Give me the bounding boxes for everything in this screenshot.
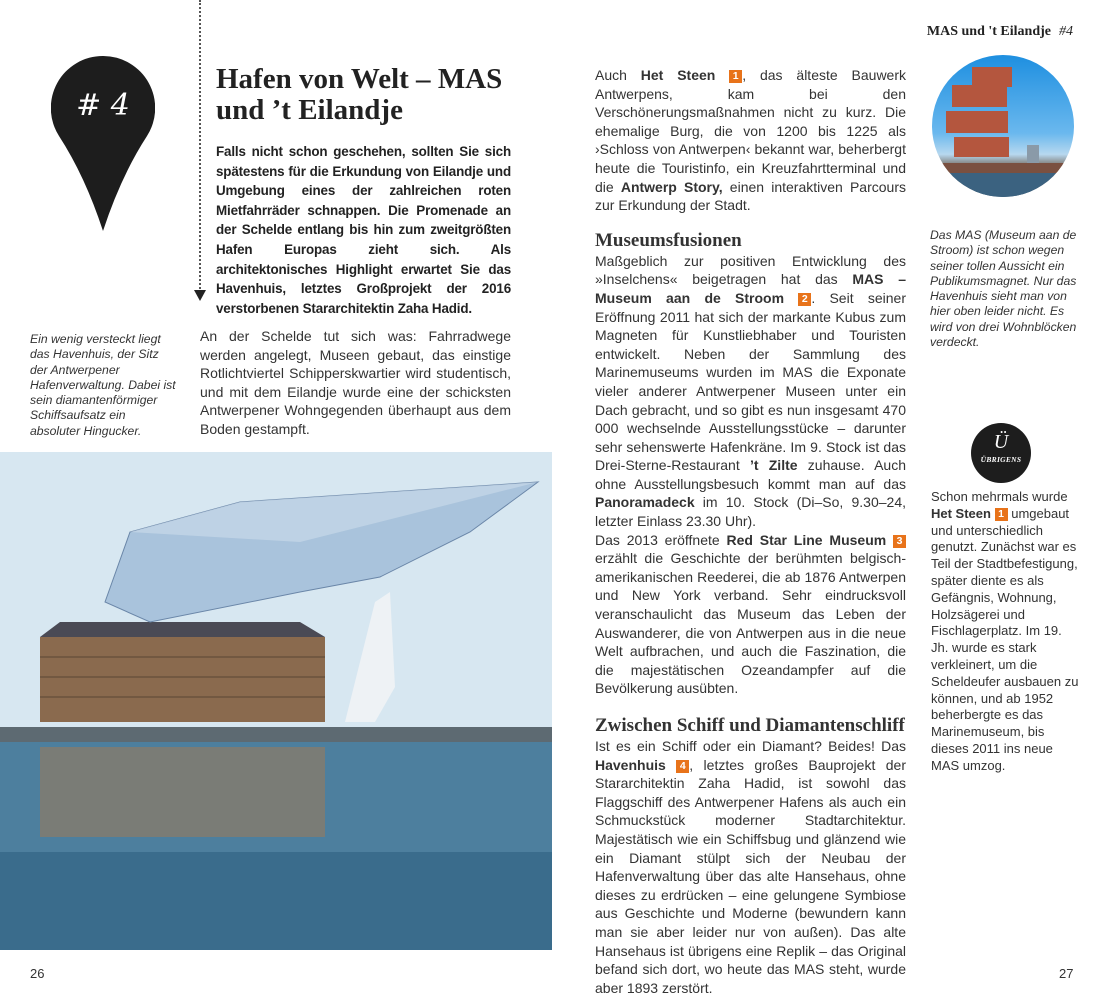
arrow-down-icon — [194, 290, 206, 301]
caption-left: Ein wenig versteckt liegt das Havenhuis, der Sitz der Antwerpener Hafenverwaltung. Dabei ist sein diamantenförmiger Schiffsaufsatz ein absoluter Hingucker. — [30, 332, 176, 438]
title-part1: Hafen von Welt – — [216, 63, 438, 95]
text: Maßgeblich zur positiven Entwicklung des »Inselchens« beigetragen hat das — [595, 252, 906, 288]
text: Schon mehrmals wurde — [931, 489, 1068, 504]
text: Das 2013 eröffnete — [595, 531, 727, 548]
section-heading: Museumsfusionen — [595, 229, 742, 251]
badge-label: ÜBRIGENS — [980, 455, 1022, 464]
map-number-badge: 4 — [676, 760, 689, 773]
page-title — [216, 64, 526, 126]
paragraph-havenhuis — [595, 737, 906, 997]
poi-mas: MAS – Museum aan de Stroom — [595, 271, 906, 306]
paragraph-red-star — [595, 531, 906, 698]
text: umgebaut und unterschiedlich genutzt. Zunächst war es Teil der Stadtbefestigung, später diente es als Gefängnis, Wohnung, Holzsägerei und Fischlagerplatz. Im 19. Jh. wurde es stark verkleinert, um die Scheldeufer ausbauen zu können, und ab 1952 beherbergte es das Marinemuseum, bis dieses 2011 ins neue MAS umzog. — [931, 505, 1079, 773]
text: Ist es ein Schiff oder ein Diamant? Beides! Das — [595, 738, 906, 754]
poi-havenhuis: Havenhuis — [595, 756, 666, 773]
uebrigens-text — [931, 489, 1081, 775]
map-number-badge: 3 — [893, 535, 906, 548]
intro-text: Falls nicht schon geschehen, sollten Sie sich spätestens für die Erkundung von Eilandje und Umgebung eines der zahlreichen roten Mietfahrräder schnappen. Die Promenade an der Schelde entlang bis hin zum zweitgrößten Hafen Europas zieht sich. Als architektonisches Highlight erwartet Sie das Havenhuis, letztes Großprojekt der 2016 verstorbenen Stararchitektin Zaha Hadid. — [216, 144, 511, 316]
poi-red-star-line: Red Star Line Museum — [726, 531, 887, 548]
right-column — [595, 66, 906, 997]
pin-label: # 4 — [76, 88, 130, 123]
poi-het-steen: Het Steen — [931, 505, 991, 521]
paragraph-het-steen — [595, 66, 906, 215]
text: Auch — [595, 67, 641, 83]
paragraph-mas — [595, 252, 906, 531]
map-number-badge: 1 — [995, 508, 1008, 521]
uebrigens-badge — [971, 423, 1031, 483]
map-number-badge: 2 — [798, 293, 811, 306]
body-left: An der Schelde tut sich was: Fahrradwege werden angelegt, Museen gebaut, das einstige Rotlichtviertel Schipperskwartier wird studentisch, und mit dem Eilandje wurde eine der schicksten Antwerpener Wohngegenden überhaupt aus dem Boden gestampft. — [200, 328, 511, 437]
text: . Seit seiner Eröffnung 2011 hat sich der markante Kubus zum Magneten für Kunstliebhaber und Touristen entwickelt. Neben der Sammlung des Marinemuseums wurden im MAS die Exponate vieler anderer Antwerpener Museen unter ein Dach gebracht, und so gibt es nun insgesamt 470 000 wechselnde Ausstellungsstücke – darunter sehr sehenswerte Hafenkräne. Im 9. Stock ist das Drei-Sterne-Restaurant — [595, 289, 906, 474]
mas-photo — [932, 55, 1074, 197]
text: erzählt die Geschichte der berühmten belgisch-amerikanischen Reederei, die ab 1876 Antwerpen und New York verband. Sehr eindrucksvoll veranschaulicht das Museum das Leben der Auswanderer, die von Antwerpen aus in die neue Welt aufbrachen, und auch die Faszination, die die majestätischen Ozeandampfer auf die Bevölkerung ausübten. — [595, 550, 906, 697]
poi-antwerp-story: Antwerp Story, — [620, 178, 723, 195]
text: zuhause. Auch ohne Ausstellungsbesuch kommt man auf das — [595, 457, 906, 492]
text: , letztes großes Bauprojekt der Stararchitektin Zaha Hadid, ist sowohl das Flaggschiff des Antwerpener Hafens als auch ein Schmuckstück moderner Stadtarchitektur. Majestätisch wie ein Schiffsbug und glänzend wie ein Diamant stülpt sich der Neubau der Hafenverwaltung über das alte Hansehaus, ohne dieses zu erdrücken – eine gelungene Symbiose aus Geschichte und Moderne (bewundern kann man sie aber leider nur von außen). Das alte Hansehaus ist übrigens eine Replik – das Original befand sich dort, wo heute das MAS steht, wurde aber 1893 zerstört. — [595, 756, 906, 996]
dotted-divider — [199, 0, 201, 292]
title-part2: MAS und ’t Eilandje — [216, 63, 503, 126]
section-heading: Zwischen Schiff und Diamantenschliff — [595, 715, 905, 736]
map-number-badge: 1 — [729, 70, 742, 83]
poi-t-zilte: ’t Zilte — [749, 457, 798, 474]
map-pin-icon — [51, 56, 155, 231]
text: im 10. Stock (Di–So, 9.30–24, letzter Einlass 23.30 Uhr). — [595, 494, 906, 530]
badge-letter: Ü — [993, 431, 1009, 453]
text: einen interaktiven Parcours zur Erkundung der Stadt. — [595, 178, 906, 214]
header-marker: #4 — [1059, 24, 1073, 39]
page-number-left: 26 — [30, 966, 45, 981]
poi-panoramadeck: Panoramadeck — [595, 494, 695, 511]
text: , das älteste Bauwerk Antwerpens, kam bei den Verschönerungsmaßnahmen nicht zu kurz. Die ehemalige Burg, die von 1200 bis 1225 als ›Schloss von Antwerpen‹ bekannt war, beherbergt heute die Touristinfo, ein Kreuzfahrtterminal und die — [595, 67, 906, 195]
poi-het-steen: Het Steen — [640, 67, 716, 83]
caption-right: Das MAS (Museum aan de Stroom) ist schon wegen seiner tollen Aussicht ein Publikumsmagnet. Nur das Havenhuis sieht man von hier oben leider nicht. Es wird von drei Wohnblöcken verdeckt. — [930, 228, 1077, 350]
havenhuis-photo — [0, 452, 552, 950]
running-header — [927, 24, 1073, 40]
header-title: MAS und 't Eilandje — [926, 24, 1051, 39]
page-number-right: 27 — [1059, 966, 1074, 981]
